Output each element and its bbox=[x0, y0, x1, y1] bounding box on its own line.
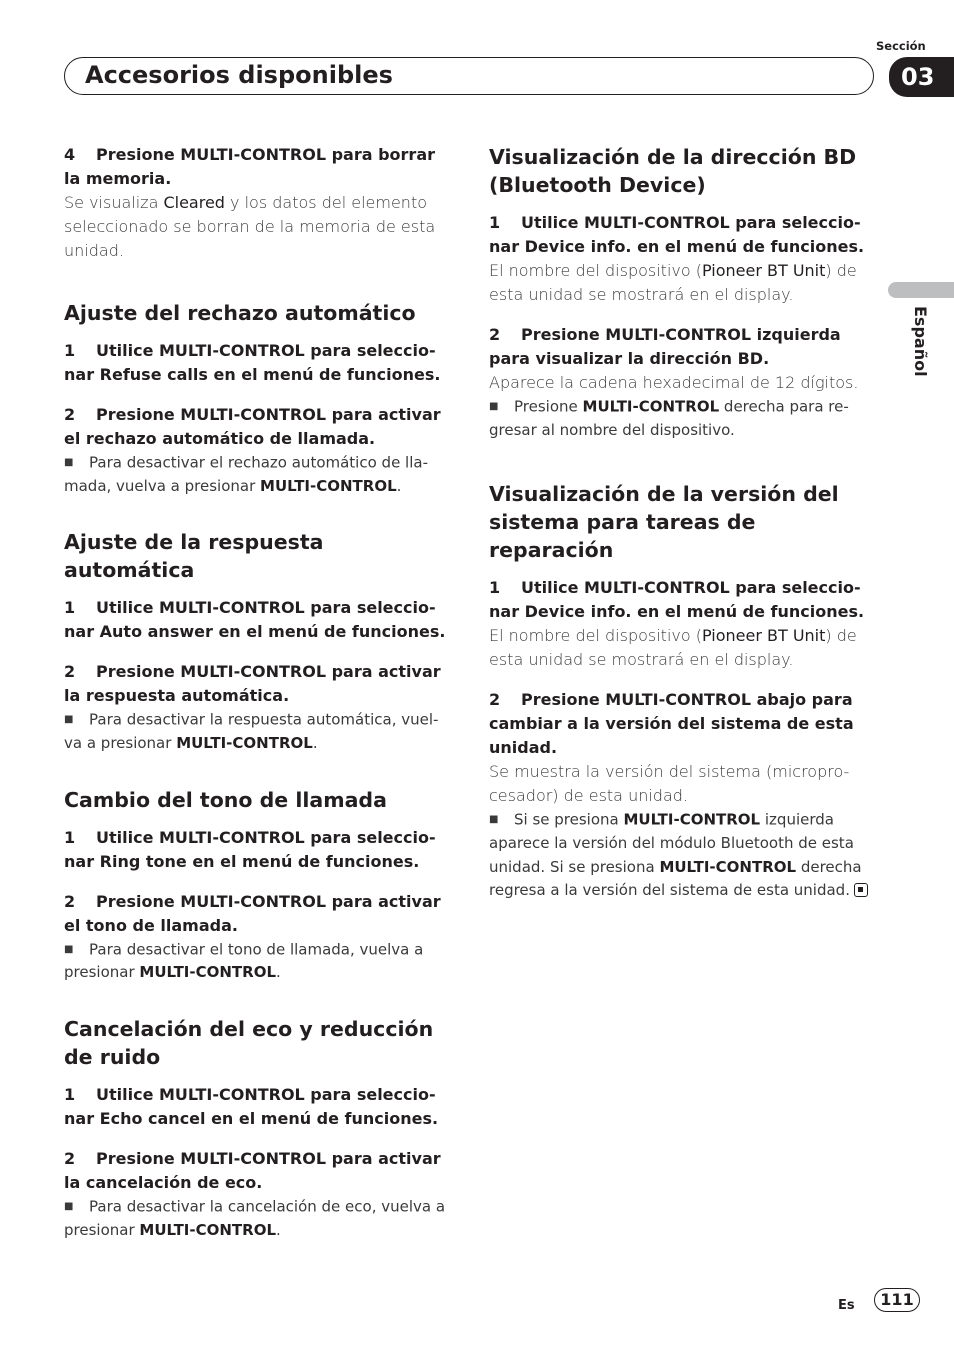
step: 1 Utilice MULTI-CONTROL para seleccio-nar Device info. en el menú de funciones. bbox=[489, 578, 865, 622]
echo-section bbox=[64, 1015, 449, 1242]
step: 4 Presione MULTI-CONTROL para borrar la memoria. bbox=[64, 145, 436, 188]
intro-section bbox=[64, 143, 449, 263]
ringtone-section bbox=[64, 786, 449, 985]
step: 2 Presione MULTI-CONTROL para activar la cancelación de eco. bbox=[64, 1148, 441, 1192]
section-heading: Visualización de la dirección BD (Bluetooth Device) bbox=[489, 145, 857, 197]
section-heading: Cambio del tono de llamada bbox=[64, 787, 387, 812]
section-heading: Visualización de la versión del sistema para tareas de reparación bbox=[489, 482, 839, 563]
step-description: Aparece la cadena hexadecimal de 12 dígitos. bbox=[489, 373, 859, 392]
step: 2 Presione MULTI-CONTROL para activar el tono de llamada. bbox=[64, 891, 441, 935]
step-description: El nombre del dispositivo (Pioneer BT Unit) de esta unidad se mostrará en el display. bbox=[489, 261, 857, 304]
step: 2 Presione MULTI-CONTROL izquierda para visualizar la dirección BD. bbox=[489, 325, 841, 368]
step-description: Se visualiza Cleared y los datos del elemento seleccionado se borran de la memoria de esta unidad. bbox=[64, 193, 436, 260]
language-code: Es bbox=[838, 1298, 855, 1313]
language-label: Español bbox=[911, 306, 930, 377]
step: 1 Utilice MULTI-CONTROL para seleccio-nar Auto answer en el menú de funciones. bbox=[64, 598, 446, 642]
step-description: Se muestra la versión del sistema (micropro-cesador) de esta unidad. bbox=[489, 762, 850, 806]
refuse-section bbox=[64, 299, 449, 498]
answer-section bbox=[64, 528, 449, 755]
section-header bbox=[64, 57, 874, 95]
left-column bbox=[64, 143, 449, 1272]
step-description: El nombre del dispositivo (Pioneer BT Unit) de esta unidad se mostrará en el display. bbox=[489, 626, 857, 670]
note: ■ Presione MULTI-CONTROL derecha para re-gresar al nombre del dispositivo. bbox=[489, 395, 874, 442]
language-tab-marker bbox=[888, 282, 954, 298]
section-label: Sección bbox=[876, 39, 926, 53]
step: 1 Utilice MULTI-CONTROL para seleccio-nar Ring tone en el menú de funciones. bbox=[64, 827, 436, 871]
step: 1 Utilice MULTI-CONTROL para seleccio-nar Refuse calls en el menú de funciones. bbox=[64, 341, 441, 384]
step: 2 Presione MULTI-CONTROL para activar la respuesta automática. bbox=[64, 662, 441, 706]
page-title: Accesorios disponibles bbox=[85, 61, 393, 89]
system-version-section bbox=[489, 480, 874, 902]
note: ■ Para desactivar la respuesta automática, vuel-va a presionar MULTI-CONTROL. bbox=[64, 708, 449, 755]
section-heading: Cancelación del eco y reducción de ruido bbox=[64, 1016, 434, 1069]
note: ■ Para desactivar la cancelación de eco, vuelva a presionar MULTI-CONTROL. bbox=[64, 1195, 449, 1242]
step: 1 Utilice MULTI-CONTROL para seleccio-nar Device info. en el menú de funciones. bbox=[489, 213, 865, 256]
section-heading: Ajuste de la respuesta automática bbox=[64, 530, 324, 583]
bd-address-section bbox=[489, 143, 874, 442]
bullet-icon: ■ bbox=[489, 814, 499, 826]
right-column bbox=[489, 143, 874, 933]
page-number: 111 bbox=[874, 1288, 920, 1312]
bullet-icon: ■ bbox=[64, 714, 74, 726]
bullet-icon: ■ bbox=[64, 943, 74, 955]
bullet-icon: ■ bbox=[489, 401, 499, 412]
step: 2 Presione MULTI-CONTROL para activar el rechazo automático de llamada. bbox=[64, 405, 441, 448]
section-number-badge: 03 bbox=[889, 57, 954, 97]
step: 1 Utilice MULTI-CONTROL para seleccio-nar Echo cancel en el menú de funciones. bbox=[64, 1084, 439, 1128]
note: ■ Para desactivar el tono de llamada, vuelva a presionar MULTI-CONTROL. bbox=[64, 938, 449, 985]
bullet-icon: ■ bbox=[64, 1200, 74, 1212]
note: ■ Para desactivar el rechazo automático de lla-mada, vuelva a presionar MULTI-CONTROL. bbox=[64, 451, 449, 498]
bullet-icon: ■ bbox=[64, 457, 74, 468]
note: ■ Si se presiona MULTI-CONTROL izquierda aparece la versión del módulo Bluetooth de esta unidad. Si se presiona MULTI-CONTROL derecha regresa a la versión del sistema de esta unidad. bbox=[489, 808, 874, 902]
end-of-section-icon bbox=[854, 883, 868, 897]
step: 2 Presione MULTI-CONTROL abajo para cambiar a la versión del sistema de esta unidad. bbox=[489, 690, 854, 758]
section-heading: Ajuste del rechazo automático bbox=[64, 301, 416, 325]
